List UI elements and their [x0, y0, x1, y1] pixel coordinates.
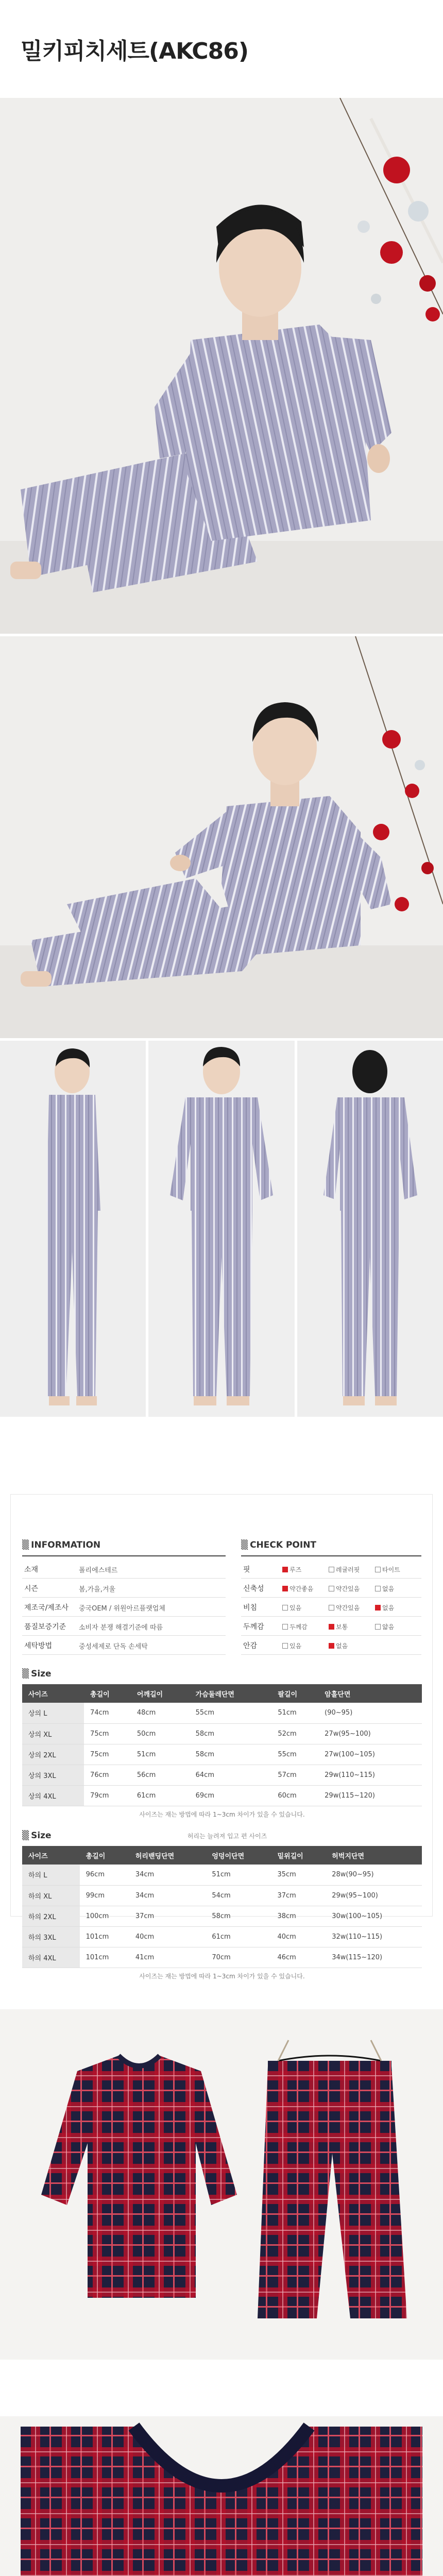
second-photo-illustration — [0, 636, 443, 1038]
checkpoint-option — [282, 1641, 329, 1650]
size-value-cell: 37cm — [129, 1906, 206, 1926]
size-value-cell: 79cm — [84, 1785, 131, 1806]
checkpoint-option-label: 타이트 — [382, 1566, 400, 1573]
information-value: 중국OEM / 위원아르플랫업체 — [79, 1604, 165, 1613]
information-row — [22, 1637, 226, 1655]
size-value-cell: 58cm — [190, 1744, 272, 1765]
second-photo — [0, 636, 443, 1038]
unchecked-box-icon — [375, 1567, 381, 1572]
checkpoint-option — [329, 1641, 375, 1650]
size-value-cell: 75cm — [84, 1744, 131, 1765]
checkpoint-row — [241, 1618, 421, 1636]
information-title: INFORMATION — [31, 1540, 101, 1550]
size-row — [22, 1703, 422, 1723]
checkpoint-row — [241, 1637, 421, 1655]
size-column-header: 엉덩이단면 — [206, 1846, 271, 1865]
information-value: 폴리에스테르 — [79, 1566, 118, 1574]
size-value-cell: 27w(95~100) — [318, 1723, 422, 1744]
size-bottom-subnote: 허리는 늘려져 입고 편 사이즈 — [187, 1833, 267, 1840]
size-column-header: 어깨길이 — [131, 1684, 190, 1703]
checkpoint-option-label: 얇음 — [382, 1623, 395, 1631]
size-header-row — [22, 1684, 422, 1703]
size-label-cell: 상의 XL — [22, 1723, 84, 1744]
triple-view-illustration — [0, 1041, 443, 1417]
information-value: 봄,가을,겨울 — [79, 1585, 116, 1594]
unchecked-box-icon — [282, 1643, 288, 1649]
size-value-cell: 27w(100~105) — [318, 1744, 422, 1765]
plaid-flatlay-illustration — [0, 2009, 443, 2360]
size-column-header: 총길이 — [80, 1846, 129, 1865]
unchecked-box-icon — [329, 1605, 334, 1611]
checked-box-icon — [282, 1586, 288, 1591]
size-bottom-table — [22, 1846, 422, 1968]
size-row — [22, 1947, 422, 1968]
information-value: 중성세제로 단독 손세탁 — [79, 1642, 148, 1651]
checkpoint-option — [282, 1584, 329, 1593]
size-value-cell: 38cm — [271, 1906, 326, 1926]
information-value: 소비자 분쟁 해결기준에 따름 — [79, 1623, 163, 1632]
checkpoint-option-label: 있음 — [289, 1642, 302, 1650]
size-bottom-note: 사이즈는 재는 방법에 따라 1~3cm 차이가 있을 수 있습니다. — [139, 1973, 305, 1980]
unchecked-box-icon — [329, 1586, 334, 1591]
triple-view-photo — [0, 1041, 443, 1417]
checkpoint-option — [282, 1622, 329, 1631]
size-header-row — [22, 1846, 422, 1865]
size-bottom-heading — [22, 1831, 52, 1841]
size-column-header: 사이즈 — [22, 1846, 80, 1865]
hero-photo — [0, 98, 443, 634]
size-column-header: 가슴둘레단면 — [190, 1684, 272, 1703]
checkpoint-option — [375, 1565, 421, 1574]
checkpoint-option-label: 없음 — [336, 1642, 348, 1650]
heading-mark-icon: ▒ — [22, 1540, 29, 1550]
checkpoint-option-label: 두께감 — [289, 1623, 308, 1631]
size-column-header: 사이즈 — [22, 1684, 84, 1703]
size-value-cell: 61cm — [206, 1926, 271, 1947]
size-row — [22, 1785, 422, 1806]
size-bottom-title: Size — [31, 1831, 52, 1841]
size-value-cell: 100cm — [80, 1906, 129, 1926]
checkpoint-key: 핏 — [243, 1566, 250, 1574]
size-value-cell: 101cm — [80, 1926, 129, 1947]
size-value-cell: 74cm — [84, 1703, 131, 1723]
checkpoint-option — [282, 1565, 329, 1574]
size-label-cell: 하의 2XL — [22, 1906, 80, 1926]
size-value-cell: 99cm — [80, 1885, 129, 1906]
heading-mark-icon: ▒ — [241, 1540, 248, 1550]
size-value-cell: 41cm — [129, 1947, 206, 1968]
size-value-cell: 29w(95~100) — [326, 1885, 422, 1906]
size-label-cell: 하의 3XL — [22, 1926, 80, 1947]
size-value-cell: 37cm — [271, 1885, 326, 1906]
checkpoint-title: CHECK POINT — [250, 1540, 317, 1550]
information-key: 품질보증기준 — [24, 1623, 66, 1631]
information-divider — [22, 1555, 226, 1556]
information-row — [22, 1561, 226, 1579]
information-row — [22, 1580, 226, 1598]
unchecked-box-icon — [329, 1567, 334, 1572]
size-value-cell: 57cm — [271, 1765, 318, 1785]
detail-top-illustration — [0, 2416, 443, 2576]
size-value-cell: 34cm — [129, 1865, 206, 1885]
size-top-note: 사이즈는 재는 방법에 따라 1~3cm 차이가 있을 수 있습니다. — [139, 1811, 305, 1818]
checkpoint-key: 안감 — [243, 1642, 258, 1650]
information-row — [22, 1599, 226, 1617]
information-heading — [22, 1540, 100, 1550]
checkpoint-option — [375, 1603, 421, 1612]
size-row — [22, 1865, 422, 1885]
size-value-cell: 75cm — [84, 1723, 131, 1744]
size-value-cell: 46cm — [271, 1947, 326, 1968]
size-value-cell: 64cm — [190, 1765, 272, 1785]
hero-photo-illustration — [0, 98, 443, 634]
checkpoint-option — [329, 1622, 375, 1631]
unchecked-box-icon — [282, 1624, 288, 1630]
plaid-flatlay-photo — [0, 2009, 443, 2360]
size-row — [22, 1744, 422, 1765]
size-value-cell: (90~95) — [318, 1703, 422, 1723]
information-key: 시즌 — [24, 1585, 39, 1593]
size-column-header: 허리밴딩단면 — [129, 1846, 206, 1865]
size-label-cell: 하의 XL — [22, 1885, 80, 1906]
size-value-cell: 34w(115~120) — [326, 1947, 422, 1968]
size-column-header: 허벅지단면 — [326, 1846, 422, 1865]
size-value-cell: 34cm — [129, 1885, 206, 1906]
size-value-cell: 50cm — [131, 1723, 190, 1744]
size-top-heading — [22, 1669, 52, 1679]
checked-box-icon — [375, 1605, 381, 1611]
size-top-table — [22, 1684, 422, 1806]
size-value-cell: 32w(110~115) — [326, 1926, 422, 1947]
size-row — [22, 1926, 422, 1947]
size-value-cell: 28w(90~95) — [326, 1865, 422, 1885]
size-value-cell: 58cm — [206, 1906, 271, 1926]
product-title-bar — [0, 0, 443, 98]
checkpoint-key: 신축성 — [243, 1585, 264, 1593]
checkpoint-option — [329, 1603, 375, 1612]
size-value-cell: 51cm — [131, 1744, 190, 1765]
checkpoint-key: 두께감 — [243, 1623, 264, 1631]
checkpoint-heading — [241, 1540, 316, 1550]
checkpoint-option-label: 보통 — [336, 1623, 348, 1631]
size-value-cell: 48cm — [131, 1703, 190, 1723]
size-row — [22, 1906, 422, 1926]
product-title: 밀키피치세트(AKC86) — [21, 38, 248, 64]
size-label-cell: 상의 3XL — [22, 1765, 84, 1785]
size-value-cell: 76cm — [84, 1765, 131, 1785]
size-value-cell: 29w(110~115) — [318, 1765, 422, 1785]
size-label-cell: 상의 2XL — [22, 1744, 84, 1765]
checkpoint-option — [282, 1603, 329, 1612]
size-label-cell: 상의 4XL — [22, 1785, 84, 1806]
heading-mark-icon: ▒ — [22, 1831, 29, 1841]
size-value-cell: 40cm — [271, 1926, 326, 1947]
unchecked-box-icon — [282, 1605, 288, 1611]
product-info-card — [10, 1494, 433, 1980]
size-value-cell: 101cm — [80, 1947, 129, 1968]
checked-box-icon — [329, 1643, 334, 1649]
size-value-cell: 96cm — [80, 1865, 129, 1885]
checkpoint-row — [241, 1580, 421, 1598]
size-row — [22, 1723, 422, 1744]
size-value-cell: 51cm — [271, 1703, 318, 1723]
checkpoint-option-label: 약간좋음 — [289, 1585, 314, 1592]
size-label-cell: 하의 4XL — [22, 1947, 80, 1968]
size-column-header: 암홀단면 — [318, 1684, 422, 1703]
size-value-cell: 55cm — [190, 1703, 272, 1723]
checkpoint-option-label: 없음 — [382, 1604, 395, 1612]
size-value-cell: 70cm — [206, 1947, 271, 1968]
detail-top-photo — [0, 2416, 443, 2576]
information-row — [22, 1618, 226, 1636]
unchecked-box-icon — [375, 1586, 381, 1591]
checkpoint-option — [375, 1584, 421, 1593]
size-value-cell: 40cm — [129, 1926, 206, 1947]
checkpoint-option-label: 루즈 — [289, 1566, 302, 1573]
size-value-cell: 60cm — [271, 1785, 318, 1806]
size-value-cell: 30w(100~105) — [326, 1906, 422, 1926]
size-value-cell: 55cm — [271, 1744, 318, 1765]
size-value-cell: 52cm — [271, 1723, 318, 1744]
size-label-cell: 상의 L — [22, 1703, 84, 1723]
size-value-cell: 58cm — [190, 1723, 272, 1744]
size-row — [22, 1885, 422, 1906]
checkpoint-divider — [241, 1555, 421, 1556]
information-key: 소재 — [24, 1566, 39, 1574]
checkpoint-row — [241, 1599, 421, 1617]
size-value-cell: 35cm — [271, 1865, 326, 1885]
size-top-title: Size — [31, 1669, 52, 1679]
size-column-header: 밑위길이 — [271, 1846, 326, 1865]
checkpoint-option-label: 레귤러핏 — [336, 1566, 360, 1573]
checked-box-icon — [282, 1567, 288, 1572]
size-row — [22, 1765, 422, 1785]
heading-mark-icon: ▒ — [22, 1669, 29, 1679]
checkpoint-key: 비침 — [243, 1604, 258, 1612]
size-value-cell: 61cm — [131, 1785, 190, 1806]
size-label-cell: 하의 L — [22, 1865, 80, 1885]
information-key: 세탁방법 — [24, 1642, 53, 1650]
size-value-cell: 29w(115~120) — [318, 1785, 422, 1806]
size-value-cell: 54cm — [206, 1885, 271, 1906]
information-key: 제조국/제조사 — [24, 1604, 69, 1612]
size-column-header: 팔길이 — [271, 1684, 318, 1703]
checkpoint-option — [329, 1584, 375, 1593]
checkpoint-option-label: 약간있음 — [336, 1585, 360, 1592]
checkpoint-option-label: 약간있음 — [336, 1604, 360, 1612]
checkpoint-option-label: 없음 — [382, 1585, 395, 1592]
checked-box-icon — [329, 1624, 334, 1630]
size-value-cell: 51cm — [206, 1865, 271, 1885]
size-value-cell: 69cm — [190, 1785, 272, 1806]
checkpoint-option-label: 있음 — [289, 1604, 302, 1612]
size-column-header: 총길이 — [84, 1684, 131, 1703]
checkpoint-option — [329, 1565, 375, 1574]
checkpoint-row — [241, 1561, 421, 1579]
checkpoint-option — [375, 1622, 421, 1631]
size-value-cell: 56cm — [131, 1765, 190, 1785]
unchecked-box-icon — [375, 1624, 381, 1630]
